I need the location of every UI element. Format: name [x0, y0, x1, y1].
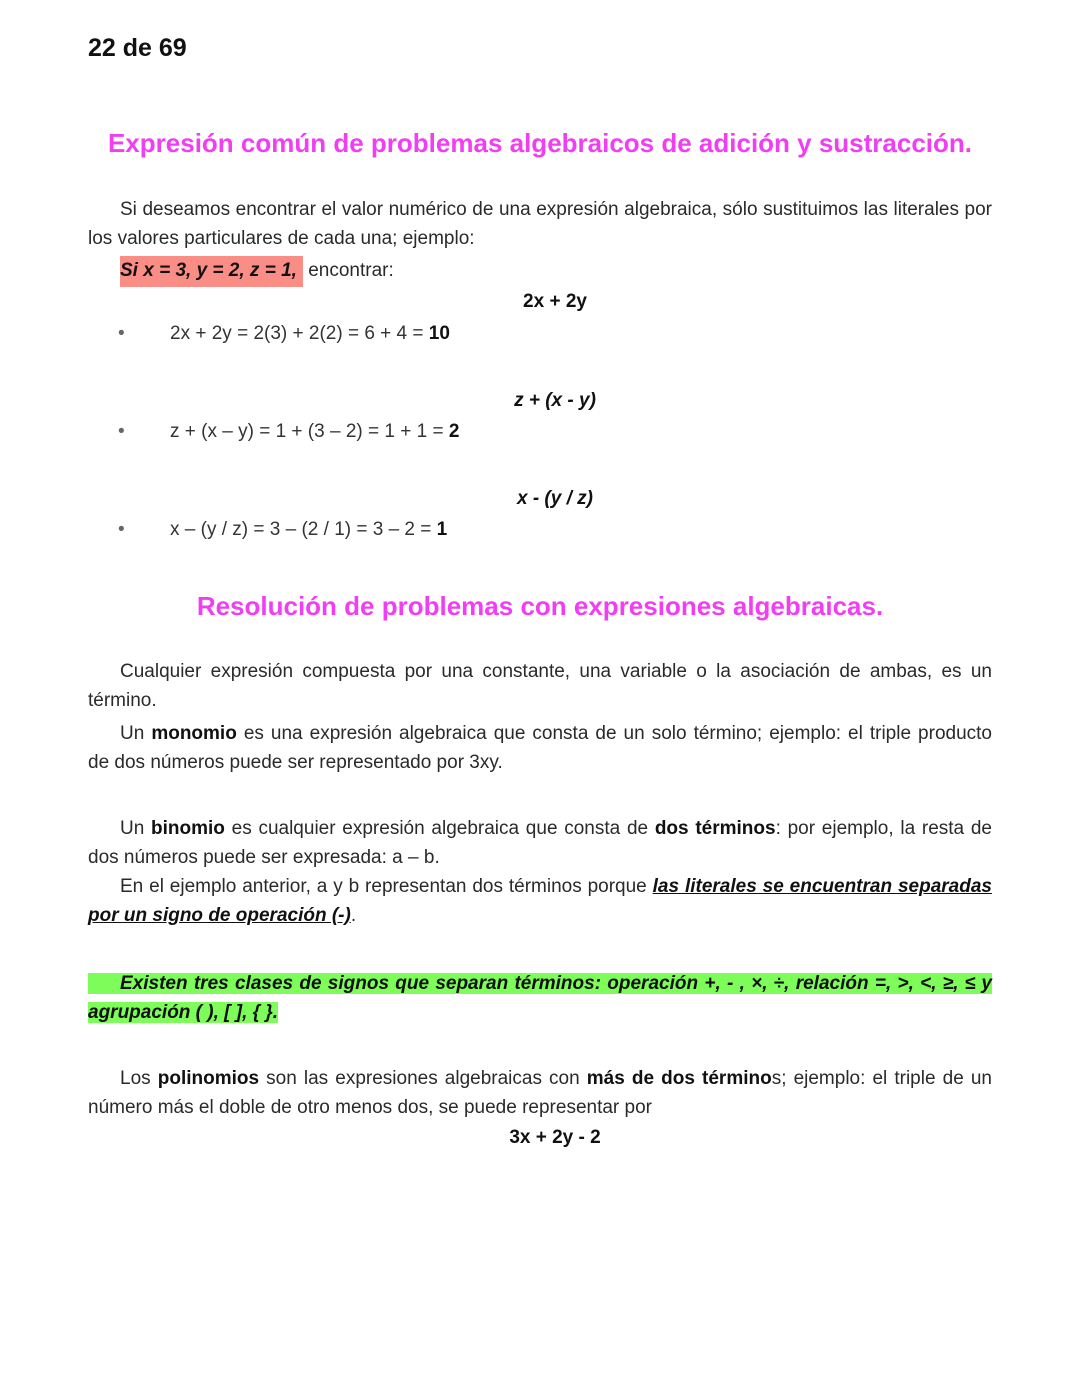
example-work: [170, 323, 450, 345]
given-highlight: Si x = 3, y = 2, z = 1,: [120, 256, 303, 287]
intro-text: Si deseamos encontrar el valor numérico de una expresión algebraica, sólo sustituimos las literales por los valores particulares de cada una; ejemplo:: [88, 199, 992, 249]
text: Cualquier expresión compuesta por una constante, una variable o la asociación de ambas, es un término.: [88, 661, 992, 711]
example-expression: 2x + 2y: [523, 291, 587, 312]
example-work: [170, 421, 459, 443]
signs-highlight: Existen tres clases de signos que separan términos: operación +, - , ×, ÷, relación =, >, <, ≥, ≤ y agrupación ( ), [ ], { }.: [88, 973, 992, 1023]
text: Un: [120, 818, 152, 839]
intro-paragraph: [88, 195, 992, 253]
result: 1: [436, 519, 448, 540]
given-values: [120, 256, 720, 285]
signs-highlight-paragraph: [88, 969, 992, 1027]
result: 10: [428, 323, 450, 344]
section-title: Expresión común de problemas algebraicos de adición y sustracción.: [107, 128, 973, 158]
example-expression: x - (y / z): [516, 488, 593, 509]
final-expression: 3x + 2y - 2: [509, 1127, 601, 1148]
text: Un: [120, 723, 152, 744]
text: es cualquier expresión algebraica que consta de: [224, 818, 655, 839]
given-rest: encontrar:: [302, 260, 394, 281]
paragraph-monomio: [88, 719, 992, 777]
bullet-icon: •: [118, 421, 125, 442]
paragraph-binomio: [88, 814, 992, 930]
term-polinomios: polinomios: [157, 1068, 260, 1089]
term-binomio: binomio: [151, 818, 225, 839]
text: son las expresiones algebraicas con: [259, 1068, 587, 1089]
page-number: 22 de 69: [88, 34, 187, 62]
text: Los: [120, 1068, 158, 1089]
example-work: [170, 519, 447, 541]
text: En el ejemplo anterior, a y b representan dos términos porque: [120, 876, 653, 897]
work-text: x – (y / z) = 3 – (2 / 1) = 3 – 2 =: [170, 519, 437, 540]
work-text: z + (x – y) = 1 + (3 – 2) = 1 + 1 =: [170, 421, 449, 442]
term-dos-terminos: dos términos: [654, 818, 776, 839]
term-mas-de-dos: más de dos término: [586, 1068, 772, 1089]
paragraph-polinomios: [88, 1064, 992, 1122]
term-monomio: monomio: [151, 723, 237, 744]
bullet-icon: •: [118, 519, 125, 540]
text: .: [350, 905, 357, 926]
text: : por ejemplo, la resta de dos números puede ser expresada: a – b.: [88, 818, 992, 868]
result: 2: [448, 421, 460, 442]
text: es una expresión algebraica que consta de un solo término; ejemplo: el triple producto de dos números puede ser representado por 3xy.: [88, 723, 992, 773]
bullet-icon: •: [118, 323, 125, 344]
underlined-text: las literales se encuentran separadas por un signo de operación (-): [88, 876, 992, 926]
section-title: Resolución de problemas con expresiones algebraicas.: [196, 591, 884, 621]
text: s; ejemplo: el triple de un número más el doble de otro menos dos, se puede representar por: [88, 1068, 992, 1118]
work-text: 2x + 2y = 2(3) + 2(2) = 6 + 4 =: [170, 323, 429, 344]
example-expression: z + (x - y): [514, 390, 596, 411]
paragraph-termino: [88, 657, 992, 715]
